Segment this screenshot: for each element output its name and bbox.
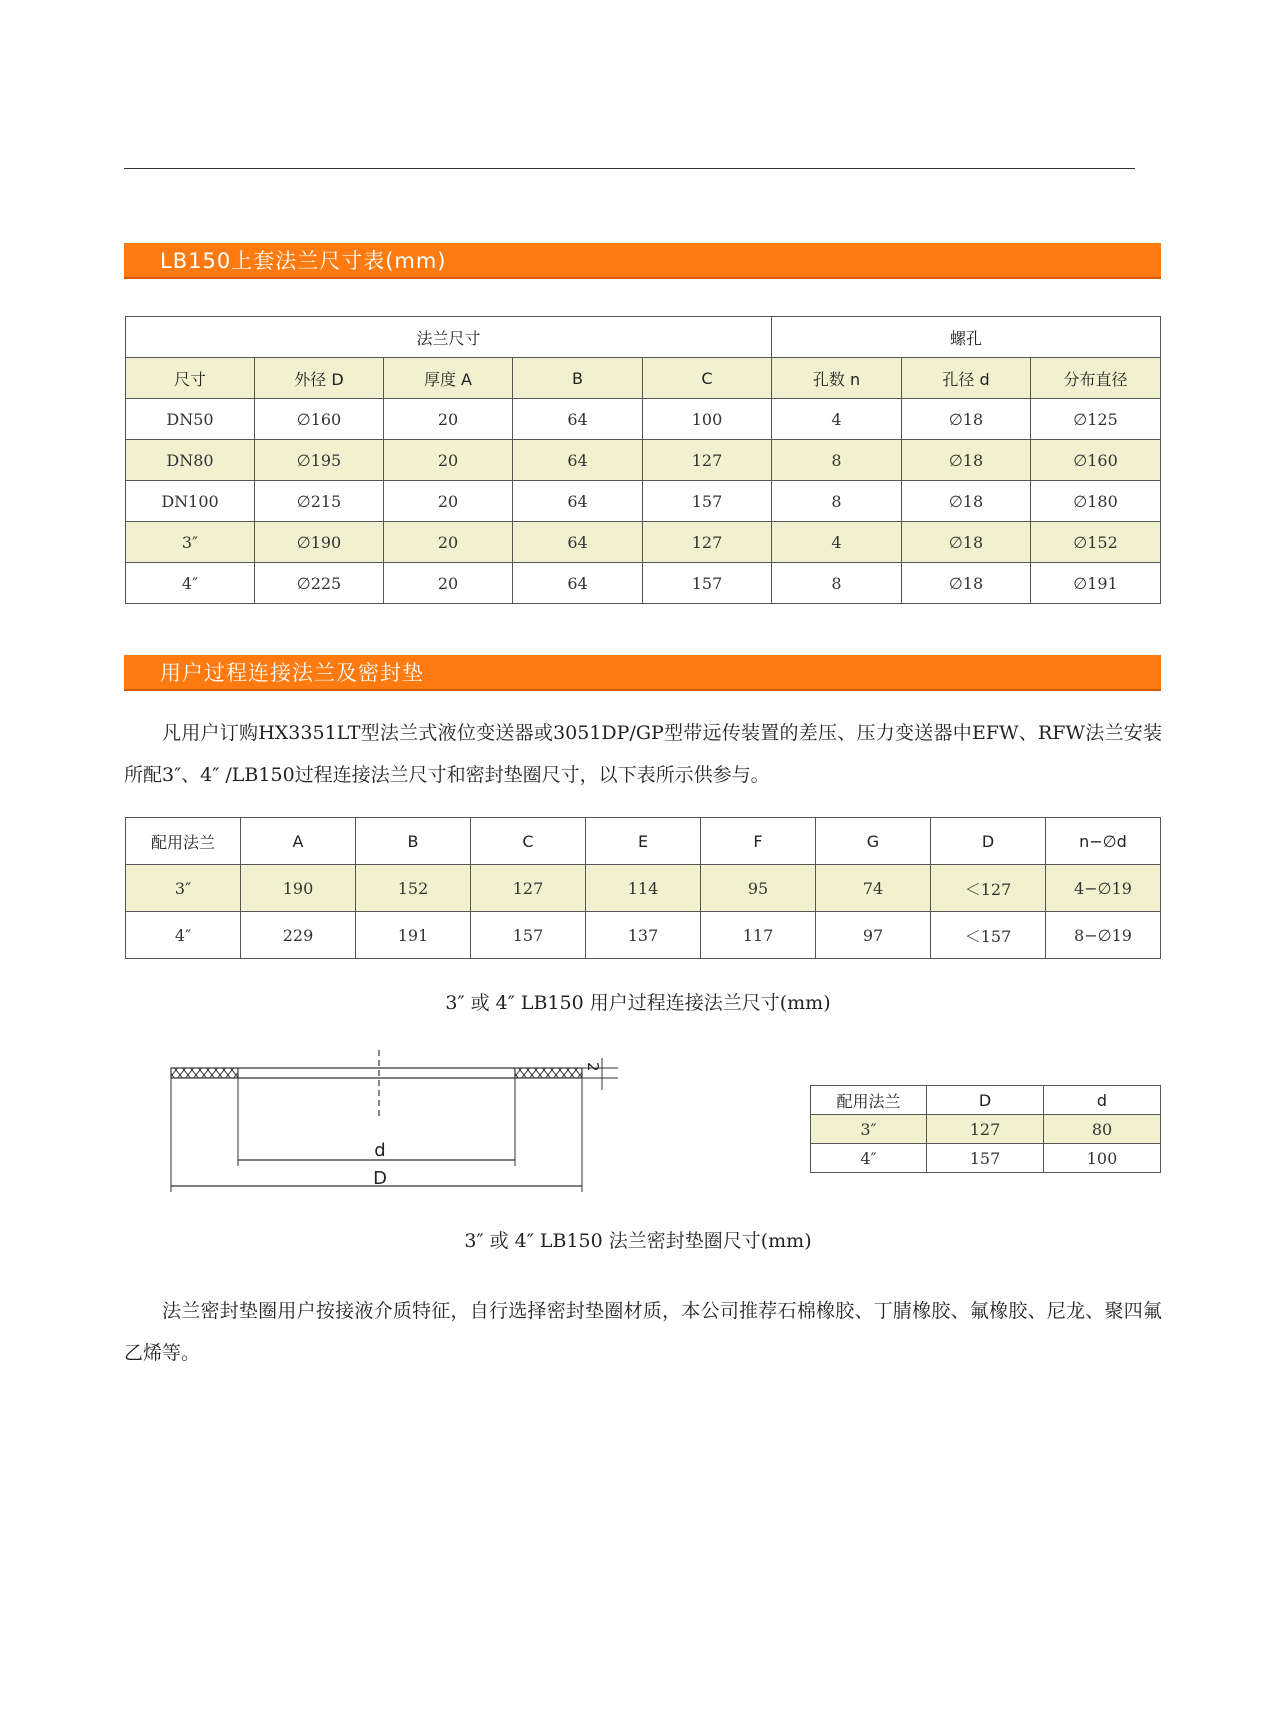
table-cell: DN100 bbox=[126, 481, 255, 522]
table-row bbox=[811, 1144, 1161, 1173]
table-cell: ∅215 bbox=[255, 481, 384, 522]
table-cell: 190 bbox=[241, 865, 356, 912]
table-row bbox=[126, 522, 1161, 563]
table-cell: ∅191 bbox=[1031, 563, 1161, 604]
gasket-body bbox=[171, 1068, 582, 1078]
table-cell: ∅18 bbox=[902, 563, 1031, 604]
table-row bbox=[811, 1115, 1161, 1144]
col-header: d bbox=[1044, 1086, 1161, 1115]
section-banner-flange-dimensions bbox=[124, 243, 1161, 279]
table-cell: 8 bbox=[772, 440, 902, 481]
table-cell: 127 bbox=[927, 1115, 1044, 1144]
dimension-label-d: d bbox=[374, 1140, 386, 1161]
flange-dimension-table bbox=[125, 316, 1161, 604]
col-header: n−∅d bbox=[1046, 818, 1161, 865]
col-header: 孔径 d bbox=[902, 358, 1031, 399]
table-cell: DN80 bbox=[126, 440, 255, 481]
table-cell: 3″ bbox=[126, 522, 255, 563]
table-cell: 20 bbox=[384, 399, 513, 440]
table-cell: 127 bbox=[643, 440, 772, 481]
table-cell: ∅18 bbox=[902, 440, 1031, 481]
col-header: 配用法兰 bbox=[811, 1086, 927, 1115]
table-cell: 4 bbox=[772, 399, 902, 440]
col-header: D bbox=[927, 1086, 1044, 1115]
table-cell: 137 bbox=[586, 912, 701, 959]
table-cell: DN50 bbox=[126, 399, 255, 440]
col-header: 分布直径 bbox=[1031, 358, 1161, 399]
table-row bbox=[126, 912, 1161, 959]
table-cell: 74 bbox=[816, 865, 931, 912]
table-cell: ∅190 bbox=[255, 522, 384, 563]
table-cell: ∅18 bbox=[902, 399, 1031, 440]
table-cell: 152 bbox=[356, 865, 471, 912]
table-cell: 4 bbox=[772, 522, 902, 563]
col-header: G bbox=[816, 818, 931, 865]
table-row bbox=[126, 481, 1161, 522]
table-cell: ∅18 bbox=[902, 481, 1031, 522]
table-cell: 4″ bbox=[811, 1144, 927, 1173]
col-header: A bbox=[241, 818, 356, 865]
intro-paragraph: 凡用户订购HX3351LT型法兰式液位变送器或3051DP/GP型带远传装置的差压、压力变送器中EFW、RFW法兰安装所配3″、4″ /LB150过程连接法兰尺寸和密封垫圈尺寸，以下表所示供参与。 bbox=[124, 722, 1162, 786]
caption-process-flange: 3″ 或 4″ LB150 用户过程连接法兰尺寸(mm) bbox=[445, 992, 831, 1014]
col-header: B bbox=[356, 818, 471, 865]
table-cell: 97 bbox=[816, 912, 931, 959]
table-cell: 8−∅19 bbox=[1046, 912, 1161, 959]
section-banner-process-flange bbox=[124, 655, 1161, 691]
group-header-flange: 法兰尺寸 bbox=[126, 317, 772, 358]
table-cell: 157 bbox=[471, 912, 586, 959]
gasket-dimension-table bbox=[810, 1085, 1161, 1173]
table-cell: ＜157 bbox=[931, 912, 1046, 959]
col-header: 尺寸 bbox=[126, 358, 255, 399]
table-row bbox=[126, 563, 1161, 604]
table-cell: 80 bbox=[1044, 1115, 1161, 1144]
table-cell: 20 bbox=[384, 563, 513, 604]
section-title: LB150上套法兰尺寸表(mm) bbox=[160, 249, 447, 273]
table-cell: 191 bbox=[356, 912, 471, 959]
table-cell: 20 bbox=[384, 440, 513, 481]
table-cell: 127 bbox=[471, 865, 586, 912]
table-cell: ∅125 bbox=[1031, 399, 1161, 440]
table-cell: 64 bbox=[513, 522, 643, 563]
table-cell: 157 bbox=[643, 563, 772, 604]
table-cell: 4″ bbox=[126, 912, 241, 959]
caption-gasket: 3″ 或 4″ LB150 法兰密封垫圈尺寸(mm) bbox=[464, 1230, 812, 1252]
section-title: 用户过程连接法兰及密封垫 bbox=[160, 661, 424, 685]
table-cell: 3″ bbox=[811, 1115, 927, 1144]
table-row bbox=[126, 399, 1161, 440]
table-cell: 64 bbox=[513, 399, 643, 440]
table-row bbox=[126, 865, 1161, 912]
table-cell: ∅160 bbox=[255, 399, 384, 440]
table-cell: 20 bbox=[384, 522, 513, 563]
table-cell: ∅225 bbox=[255, 563, 384, 604]
table-cell: 157 bbox=[927, 1144, 1044, 1173]
table-cell: 127 bbox=[643, 522, 772, 563]
col-header: D bbox=[931, 818, 1046, 865]
table-cell: 100 bbox=[1044, 1144, 1161, 1173]
table-row bbox=[126, 440, 1161, 481]
col-header: C bbox=[471, 818, 586, 865]
table-cell: 114 bbox=[586, 865, 701, 912]
table-cell: 4″ bbox=[126, 563, 255, 604]
table-cell: 100 bbox=[643, 399, 772, 440]
table-cell: ∅152 bbox=[1031, 522, 1161, 563]
table-cell: 64 bbox=[513, 440, 643, 481]
col-header: B bbox=[513, 358, 643, 399]
table-cell: 64 bbox=[513, 563, 643, 604]
col-header: 外径 D bbox=[255, 358, 384, 399]
table-cell: ＜127 bbox=[931, 865, 1046, 912]
table-cell: ∅160 bbox=[1031, 440, 1161, 481]
dimension-label-D: D bbox=[373, 1168, 387, 1189]
table-cell: 95 bbox=[701, 865, 816, 912]
table-cell: 8 bbox=[772, 481, 902, 522]
header-rule bbox=[124, 168, 1135, 169]
table-cell: 4−∅19 bbox=[1046, 865, 1161, 912]
table-cell: ∅180 bbox=[1031, 481, 1161, 522]
table-cell: 229 bbox=[241, 912, 356, 959]
table-cell: 117 bbox=[701, 912, 816, 959]
table-cell: 8 bbox=[772, 563, 902, 604]
col-header: C bbox=[643, 358, 772, 399]
table-cell: 157 bbox=[643, 481, 772, 522]
table-cell: ∅18 bbox=[902, 522, 1031, 563]
gasket-material-note: 法兰密封垫圈用户按接液介质特征，自行选择密封垫圈材质，本公司推荐石棉橡胶、丁腈橡胶、氟橡胶、尼龙、聚四氟乙烯等。 bbox=[124, 1300, 1162, 1364]
dimension-label-thickness: 2 bbox=[584, 1062, 602, 1072]
col-header: E bbox=[586, 818, 701, 865]
table-cell: 64 bbox=[513, 481, 643, 522]
gasket-diagram bbox=[160, 1040, 640, 1200]
group-header-bolt-holes: 螺孔 bbox=[772, 317, 1161, 358]
col-header: 配用法兰 bbox=[126, 818, 241, 865]
table-cell: 20 bbox=[384, 481, 513, 522]
process-flange-table bbox=[125, 817, 1161, 959]
col-header: 孔数 n bbox=[772, 358, 902, 399]
table-cell: 3″ bbox=[126, 865, 241, 912]
col-header: 厚度 A bbox=[384, 358, 513, 399]
col-header: F bbox=[701, 818, 816, 865]
table-cell: ∅195 bbox=[255, 440, 384, 481]
